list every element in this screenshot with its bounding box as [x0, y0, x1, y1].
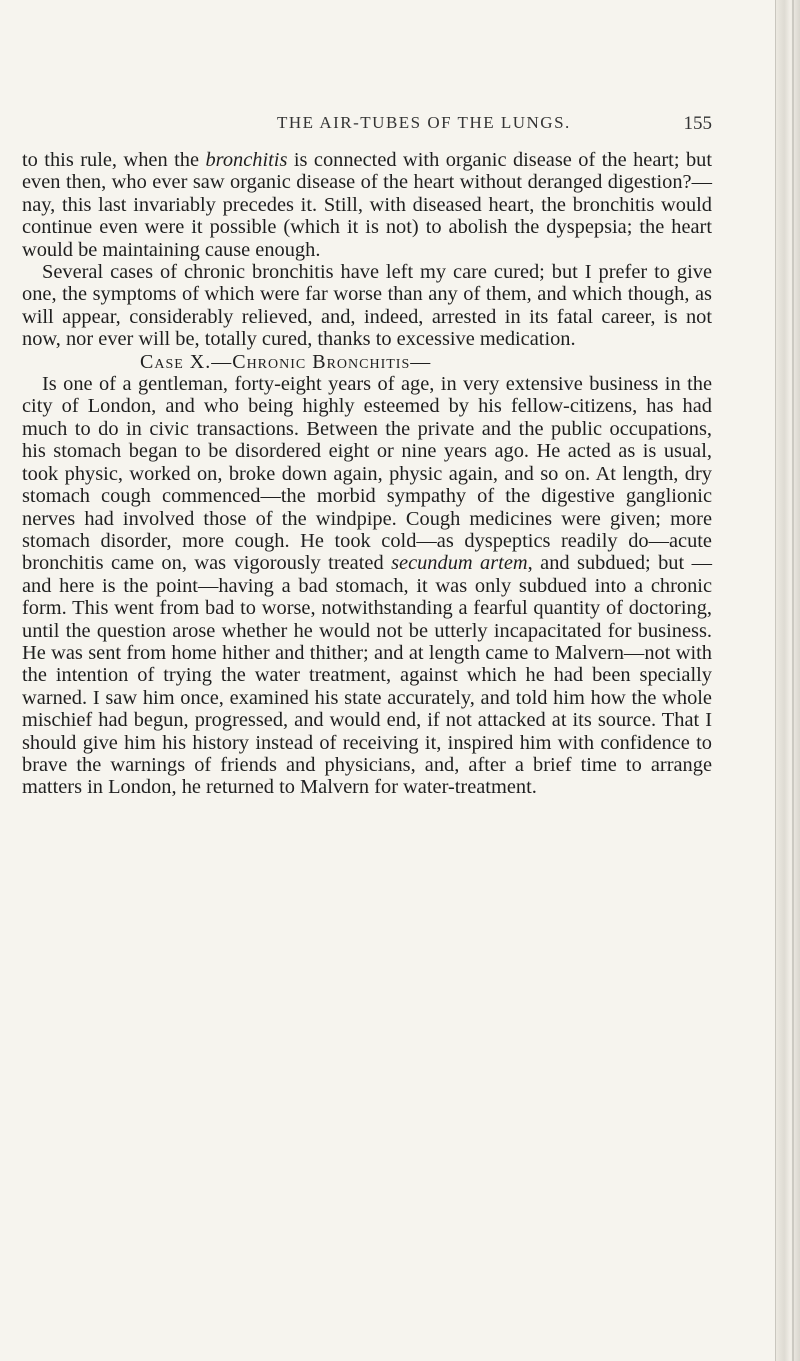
- page-header: [22, 113, 712, 141]
- paragraph-1-text-b: is connected with organic disease of the heart; but even then, who ever saw organic disease of the heart without deranged digestion?—nay, this last invariably precedes it. Still, with diseased heart, the bronchitis would continue even were it possible (which it is not) to abolish the dyspepsia; the heart would be maintaining cause enough.: [22, 149, 713, 261]
- paragraph-1: [22, 149, 712, 261]
- case-heading: Case X.—Chronic Bronchitis—: [140, 350, 432, 373]
- page-number: 155: [683, 113, 712, 134]
- page-edge-shadow: [775, 0, 800, 1361]
- page-edge-line: [792, 0, 794, 1361]
- paragraph-1-text-a: to this rule, when the: [22, 149, 206, 171]
- paragraph-3-text-a: Is one of a gentleman, forty-eight years of age, in very extensive business in the city of London, and who being highly esteemed by his fellow-citizens, has had much to do in civic transactions. Between the private and the public occupations, his stomach began to be disordered eight or nine years ago. He acted as is usual, took physic, worked on, broke down again, physic again, and so on. At length, dry stomach cough commenced—the morbid sympathy of the digestive ganglionic nerves had involved those of the windpipe. Cough medicines were given; more stomach disorder, more cough. He took cold—as dyspeptics readily do—acute bronchitis came on, was vigorously treated: [22, 373, 712, 575]
- running-head: THE AIR-TUBES OF THE LUNGS.: [277, 113, 571, 132]
- paragraph-1-italic: bronchitis: [205, 149, 288, 171]
- paragraph-3: [22, 373, 712, 799]
- body-text: [22, 149, 712, 799]
- paragraph-2: Several cases of chronic bronchitis have left my care cured; but I prefer to give one, the symptoms of which were far worse than any of them, and which though, as will appear, considerably relieved, and, indeed, arrested in its fatal career, is not now, nor ever will be, totally cured, thanks to excessive medication.: [22, 261, 712, 351]
- paragraph-3-text-b: , and subdued; but —and here is the point—having a bad stomach, it was only subdued into a chronic form. This went from bad to worse, notwithstanding a fearful quantity of doctoring, until the question arose whether he would not be utterly incapacitated for business. He was sent from home hither and thither; and at length came to Malvern—not with the intention of trying the water treatment, against which he had been specially warned. I saw him once, examined his state accurately, and told him how the whole mischief had begun, progressed, and would end, if not attacked at its source. That I should give him his history instead of receiving it, inspired him with confidence to brave the warnings of friends and physicians, and, after a brief time to arrange matters in London, he returned to Malvern for water-treatment.: [22, 552, 712, 799]
- paragraph-3-italic: secundum artem: [391, 552, 528, 575]
